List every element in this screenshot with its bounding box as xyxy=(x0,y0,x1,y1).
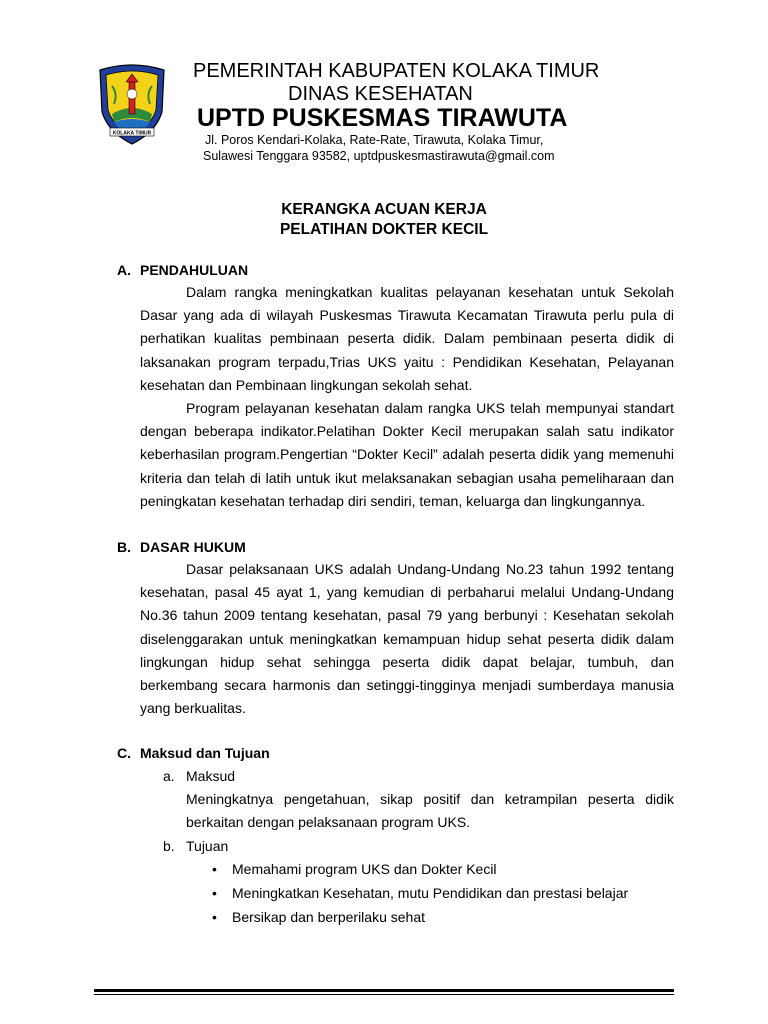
government-name: PEMERINTAH KABUPATEN KOLAKA TIMUR xyxy=(193,60,600,82)
footer-divider-thick xyxy=(94,989,674,992)
document-title-line-2: PELATIHAN DOKTER KECIL xyxy=(279,221,489,238)
tujuan-heading: Tujuan xyxy=(186,838,229,854)
institution-name: UPTD PUSKESMAS TIRAWUTA xyxy=(197,104,568,132)
section-c-letter: C. xyxy=(117,745,131,761)
bullet-icon: • xyxy=(212,885,217,901)
tujuan-item-2: Meningkatkan Kesehatan, mutu Pendidikan dan prestasi belajar xyxy=(232,885,629,901)
section-a-paragraph-1: Dalam rangka meningkatkan kualitas pelayanan kesehatan untuk Sekolah Dasar yang ada di wilayah Puskesmas Tirawuta Kecamatan Tirawuta perlu pula di perhatikan kualitas pembinaan peserta didik. Dalam pembinaan peserta didik di laksanakan program terpadu,Trias UKS yaitu : Pendidikan Kesehatan, Pelayanan kesehatan dan Pembinaan lingkungan sekolah sehat. xyxy=(140,284,674,393)
tujuan-item-1: Memahami program UKS dan Dokter Kecil xyxy=(232,861,497,877)
section-b-paragraph-1: Dasar pelaksanaan UKS adalah Undang-Undang No.23 tahun 1992 tentang kesehatan, pasal 45 ayat 1, yang kemudian di perbaharui melalui Undang-Undang No.36 tahun 2009 tentang kesehatan, pasal 79 yang berbunyi : Kesehatan sekolah diselenggarakan untuk meningkatkan kemampuan hidup sehat peserta didik dalam lingkungan hidup sehat sehingga peserta didik dapat belajar, tumbuh, dan berkembang secara harmonis dan setinggi-tingginya menjadi sumberdaya manusia yang berkualitas. xyxy=(140,561,674,717)
logo-caption: KOLAKA TIMUR xyxy=(112,130,152,137)
address-line-1: Jl. Poros Kendari-Kolaka, Rate-Rate, Tirawuta, Kolaka Timur, xyxy=(205,133,544,147)
tujuan-letter: b. xyxy=(163,838,175,854)
department-name: DINAS KESEHATAN xyxy=(288,83,473,105)
section-a-letter: A. xyxy=(117,262,131,278)
section-b-heading: DASAR HUKUM xyxy=(140,539,246,555)
maksud-text: Meningkatnya pengetahuan, sikap positif dan ketrampilan peserta didik berkaitan dengan pelaksanaan program UKS. xyxy=(186,791,674,831)
maksud-heading: Maksud xyxy=(186,768,236,784)
section-a-paragraph-2: Program pelayanan kesehatan dalam rangka UKS telah mempunyai standart dengan beberapa indikator.Pelatihan Dokter Kecil merupakan salah satu indikator keberhasilan program.Pengertian “Dokter Kecil” adalah peserta didik yang memenuhi kriteria dan telah di latih untuk ikut melaksanakan sebagian usaha pemeliharaan dan peningkatan kesehatan terhadap diri sendiri, teman, keluarga dan lingkungannya. xyxy=(140,400,674,509)
section-c-heading: Maksud dan Tujuan xyxy=(140,745,270,761)
kolaka-timur-emblem-logo xyxy=(96,62,168,146)
document-title-line-1: KERANGKA ACUAN KERJA xyxy=(281,201,487,218)
address-line-2: Sulawesi Tenggara 93582, uptdpuskesmastirawuta@gmail.com xyxy=(203,149,555,163)
tujuan-item-3: Bersikap dan berperilaku sehat xyxy=(232,909,426,925)
footer-divider-thin xyxy=(94,994,674,995)
bullet-icon: • xyxy=(212,861,217,877)
section-b-letter: B. xyxy=(117,539,131,555)
section-a-heading: PENDAHULUAN xyxy=(140,262,249,278)
bullet-icon: • xyxy=(212,909,217,925)
maksud-letter: a. xyxy=(163,768,175,784)
